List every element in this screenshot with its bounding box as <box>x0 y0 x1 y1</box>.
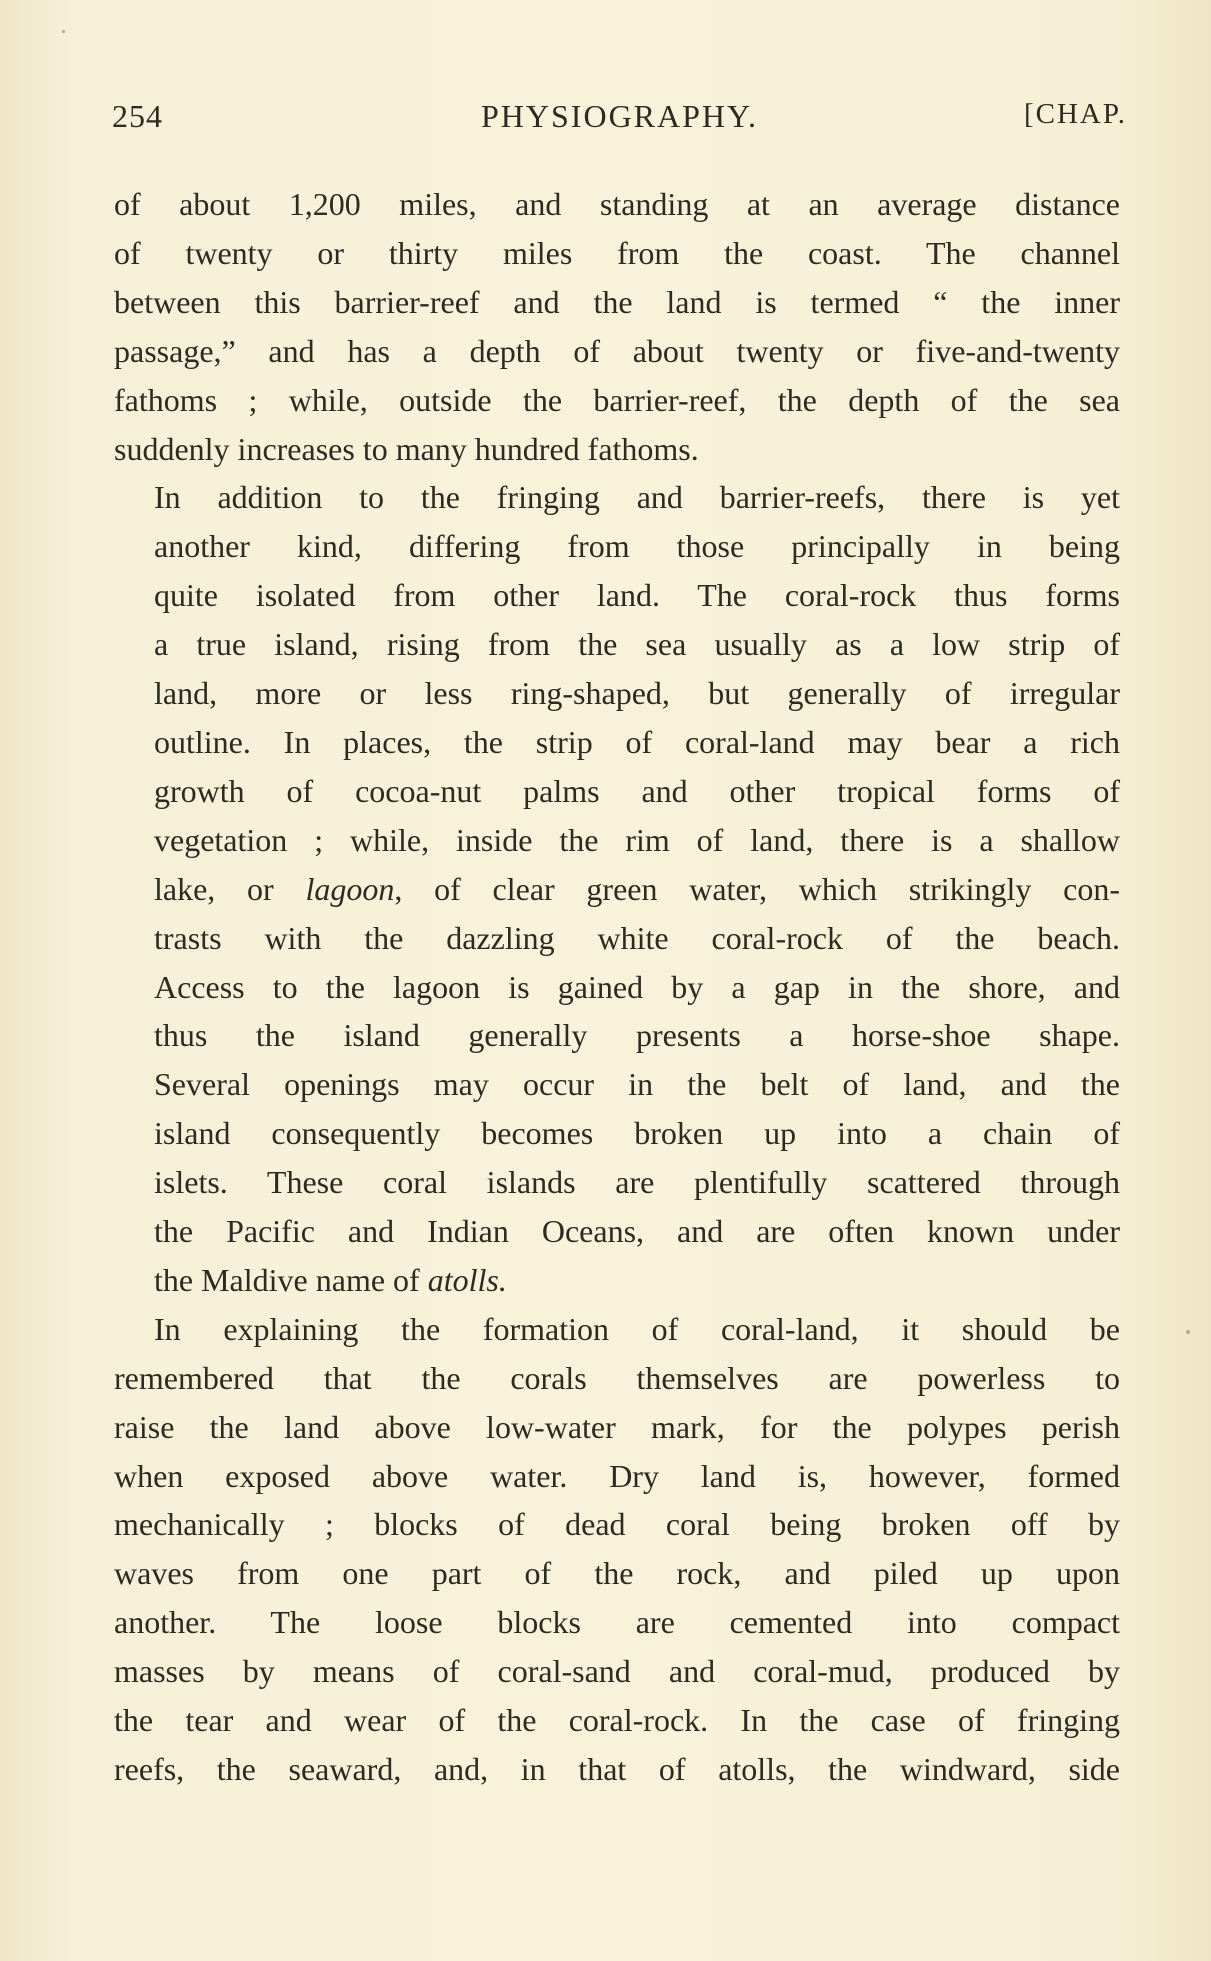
paragraph-1 <box>114 180 1120 473</box>
text-line: In addition to the fringing and barrier-reefs, there is yet <box>154 479 1120 516</box>
text-line: Several openings may occur in the belt of land, and the <box>154 1066 1120 1103</box>
text-line: reefs, the seaward, and, in that of atolls, the windward, side <box>114 1751 1120 1787</box>
text-line: suddenly increases to many hundred fathoms. <box>114 430 699 467</box>
running-head <box>112 98 1127 142</box>
text-line: vegetation ; while, inside the rim of land, there is a shallow <box>154 821 1120 858</box>
text-line: islets. These coral islands are plentifully scattered through <box>154 1164 1120 1201</box>
text-line: of twenty or thirty miles from the coast. The channel <box>114 234 1120 271</box>
italic-term-lagoon: lagoon <box>305 870 395 907</box>
paper-speck <box>62 30 65 33</box>
paragraph-2 <box>114 473 1120 1304</box>
text-fragment: , of clear green water, which strikingly con- <box>394 870 1121 907</box>
text-line: masses by means of coral-sand and coral-mud, produced by <box>114 1653 1120 1690</box>
text-line: In explaining the formation of coral-land, it should be <box>154 1310 1120 1347</box>
text-line <box>114 865 1120 914</box>
text-fragment: the Maldive name of <box>154 1261 428 1298</box>
text-line: when exposed above water. Dry land is, however, formed <box>114 1457 1120 1494</box>
text-line: quite isolated from other land. The coral-rock thus forms <box>154 577 1120 614</box>
text-line: fathoms ; while, outside the barrier-reef, the depth of the sea <box>114 381 1120 418</box>
text-line: a true island, rising from the sea usually as a low strip of <box>154 626 1120 663</box>
text-line: land, more or less ring-shaped, but generally of irregular <box>154 675 1120 712</box>
text-line: the tear and wear of the coral-rock. In the case of fringing <box>114 1702 1120 1739</box>
text-line: between this barrier-reef and the land is termed “ the inner <box>114 283 1120 320</box>
text-line: passage,” and has a depth of about twenty or five-and-twenty <box>114 332 1120 369</box>
text-line: waves from one part of the rock, and piled up upon <box>114 1555 1120 1592</box>
italic-term-atolls: atolls. <box>427 1261 507 1298</box>
text-line: another kind, differing from those principally in being <box>154 528 1120 565</box>
text-line: growth of cocoa-nut palms and other tropical forms of <box>154 772 1120 809</box>
text-line: island consequently becomes broken up into a chain of <box>154 1115 1120 1152</box>
text-line: another. The loose blocks are cemented into compact <box>114 1604 1120 1641</box>
text-line: trasts with the dazzling white coral-rock of the beach. <box>154 919 1120 956</box>
chapter-marker: [CHAP. <box>1023 98 1127 130</box>
page-number: 254 <box>112 98 163 134</box>
text-line: remembered that the corals themselves are powerless to <box>114 1359 1120 1396</box>
text-line: outline. In places, the strip of coral-land may bear a rich <box>154 723 1120 760</box>
body-text <box>114 180 1120 1794</box>
text-line: the Pacific and Indian Oceans, and are often known under <box>154 1213 1120 1250</box>
paragraph-3 <box>114 1305 1120 1794</box>
text-line: Access to the lagoon is gained by a gap in the shore, and <box>154 968 1120 1005</box>
text-line <box>114 1256 1120 1305</box>
text-line: raise the land above low-water mark, for the polypes perish <box>114 1408 1120 1445</box>
text-fragment: lake, or <box>154 870 306 907</box>
text-line: thus the island generally presents a horse-shoe shape. <box>154 1017 1120 1054</box>
text-line: of about 1,200 miles, and standing at an average distance <box>114 186 1120 222</box>
paper-speck <box>1186 1330 1190 1334</box>
text-line: mechanically ; blocks of dead coral being broken off by <box>114 1506 1120 1543</box>
running-title: PHYSIOGRAPHY. <box>480 98 759 134</box>
